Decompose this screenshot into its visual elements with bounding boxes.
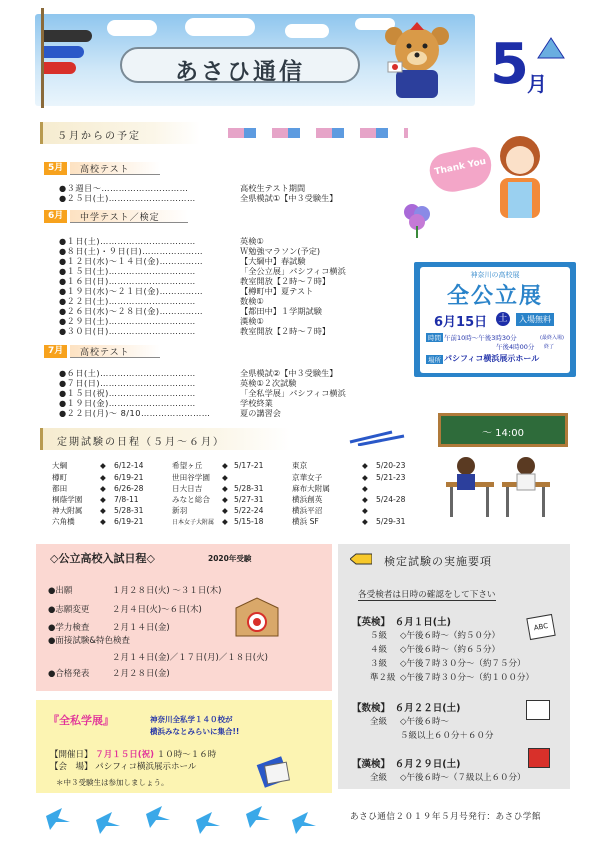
teacher-illustration-icon [488,130,552,226]
event-row: ●３週目～………………………… 高校生テスト期間 [59,183,306,193]
books-icon [256,752,294,788]
exam-row: 日大日吉 ◆ 5/28-31 [172,484,264,493]
eiken-row: ３級 ◇午後７時３０分～（約７５分） [370,659,526,669]
title-box [120,47,360,83]
public-exam-row: ●面接試験&特色検査 [48,636,131,646]
event-row: ●１９日(金)………………………… 学校終業 [59,398,273,408]
koinobori-black-icon [44,30,92,42]
suken-row: 全級 ◇午後６時～ [370,717,450,727]
students-studying-icon [440,452,560,522]
event-row: ●６日(土)…………………………… 全県模試②【中３受験生】 [59,368,338,378]
koinobori-pole [41,8,44,108]
event-row: ●２６日(水)～２８日(金)…………… 【都田中】１学期試験 [59,306,322,316]
hydrangea-icon [400,200,434,240]
event-row: ●８日(土)・９日(日)………………… Ｗ勉強マラソン(予定) [59,246,321,256]
page-title: あさひ通信 [175,59,305,85]
bear-mascot-icon [380,22,454,100]
kanken-row: 全級 ◇午後６時～（７級以上６０分） [370,773,526,783]
event-row: ●７日(日)…………………………… 英検①２次試験 [59,378,297,388]
public-exam-row: ●出願 １月２８日(火) ～３１日(木) [48,586,222,596]
exam-row: 世田谷学園 ◆ [172,473,228,482]
month-char: 月 [527,72,547,96]
exam-row: 横浜創英 ◆ 5/24-28 [292,495,406,504]
month-badge-june: 6月 [44,210,67,223]
month-badge-may: 5月 [44,162,67,175]
exam-row: 新羽 ◆ 5/22-24 [172,506,264,515]
section-label-may: 高校テスト [70,162,160,175]
kabuto-icon [536,34,566,60]
exam-row: 東京 ◆ 5/20-23 [292,461,406,470]
swallows-decoration-icon [36,798,332,838]
suken-heading: 【数検】 ６月２２日(土) [352,703,461,714]
exam-row: 横浜平沼 ◆ [292,506,368,515]
section-label-july: 高校テスト [70,345,160,358]
blackboard: ～ 14:00 [438,413,568,447]
event-row: ●１日(土)…………………………… 英検① [59,236,264,246]
public-exam-title: ◇公立高校入試日程◇ [50,552,155,565]
exam-row: 六角橋 ◆ 6/19-21 [52,517,144,526]
private-fair-place: 【会 場】 パシフィコ横浜展示ホール [50,762,197,772]
private-fair-subtitle-2: 横浜みなとみらいに集合!! [150,727,240,736]
public-exam-row: ●志願変更 ２月４日(火)～６日(木) [48,605,202,615]
private-fair-subtitle-1: 神奈川全私学１４０校が [150,715,233,724]
exam-row: 大綱 ◆ 6/12-14 [52,461,144,470]
thank-you-heart-icon: Thank You [427,144,496,196]
event-row: ●３０日(日)………………………… 教室開放【２時～７時】 [59,326,331,336]
exam-row: 桐蔭学園 ◆ 7/8-11 [52,495,139,504]
exam-row: 日本女子大附属 ◆ 5/15-18 [172,517,264,526]
tests-instruction: 各受検者は日時の確認をして下さい [358,590,496,600]
exam-row: 神大附属 ◆ 5/28-31 [52,506,144,515]
dictionary-icon [528,748,550,768]
private-fair-note: ＊中３受験生は参加しましょう。 [56,778,169,787]
event-row: ●１５日(祝)………………………… 「全私学展」パシフィコ横浜 [59,388,346,398]
kanken-heading: 【漢検】 ６月２９日(土) [352,759,461,770]
eiken-heading: 【英検】 ６月１日(土) [352,617,451,628]
event-row: ●１９日(水)～２１日(金)…………… 【樽町中】夏テスト [59,286,314,296]
event-row: ●１５日(土)………………………… 「全公立展」パシフィコ横浜 [59,266,346,276]
exam-row: 都田 ◆ 6/26-28 [52,484,144,493]
public-exam-row: ２月１４日(金)／１７日(月)／１８日(火) [112,653,268,663]
schedule-heading: ５月からの予定 [40,122,200,144]
pencil-icon [350,552,372,566]
calculator-icon [526,700,550,720]
exam-row: みなと総合 ◆ 5/27-31 [172,495,264,504]
event-row: ●２２日(土)………………………… 数検① [59,296,264,306]
eiken-row: ５級 ◇午後６時～（約５０分） [370,631,501,641]
tests-title: 検定試験の実施要項 [384,555,492,568]
event-row: ●２５日(土)………………………… 全県模試①【中３受験生】 [59,193,338,203]
section-label-june: 中学テスト／検定 [70,210,188,223]
koinobori-decoration-icon [228,128,408,138]
event-row: ●２２日(月)～ 8/10…………………… 夏の講習会 [59,408,281,418]
abc-card-icon: ABC [526,614,555,640]
public-exam-row: ●合格発表 ２月２８日(金) [48,669,170,679]
koinobori-red-icon [44,62,76,74]
exam-schedule-heading: 定期試験の日程（５月～６月） [40,428,290,450]
event-row: ●２９日(土)………………………… 漢検① [59,316,264,326]
public-exam-row: ●学力検査 ２月１４日(金) [48,623,170,633]
footer-text: あさひ通信２０１９年５月号発行：あさひ学館 [350,812,541,822]
koinobori-blue-icon [44,46,84,58]
event-row: ●１２日(水)～１４日(金)…………… 【大綱中】春試験 [59,256,306,266]
pencils-icon [348,428,408,446]
exam-row: 希望ヶ丘 ◆ 5/17-21 [172,461,264,470]
private-fair-title: 『全私学展』 [48,714,114,727]
exam-row: 樽町 ◆ 6/19-21 [52,473,144,482]
suken-row: ５級以上６０分＋６０分 [400,731,494,741]
event-row: ●１６日(日)………………………… 教室開放【２時～７時】 [59,276,331,286]
month-badge-july: 7月 [44,345,67,358]
public-school-fair-poster: 神奈川の高校展 全公立展 6月15日 土 入場無料 時間 午前10時～午後3時30分 (最終入場) 午後4時00分 終了 場所 パシフィコ横浜展示ホール [414,262,576,377]
public-exam-year: 2020年受験 [208,554,252,563]
exam-row: 横浜 SF ◆ 5/29-31 [292,517,406,526]
eiken-row: 準２級 ◇午後７時３０分～（約１００分） [370,673,535,683]
month-number: 5 [490,32,529,97]
exam-row: 京華女子 ◆ 5/21-23 [292,473,406,482]
ema-plaque-icon [232,596,282,638]
eiken-row: ４級 ◇午後６時～（約６５分） [370,645,501,655]
exam-row: 麻布大附属 ◆ [292,484,368,493]
private-fair-date: 【開催日】 ７月１５日(祝) １０時～１６時 [50,750,217,760]
